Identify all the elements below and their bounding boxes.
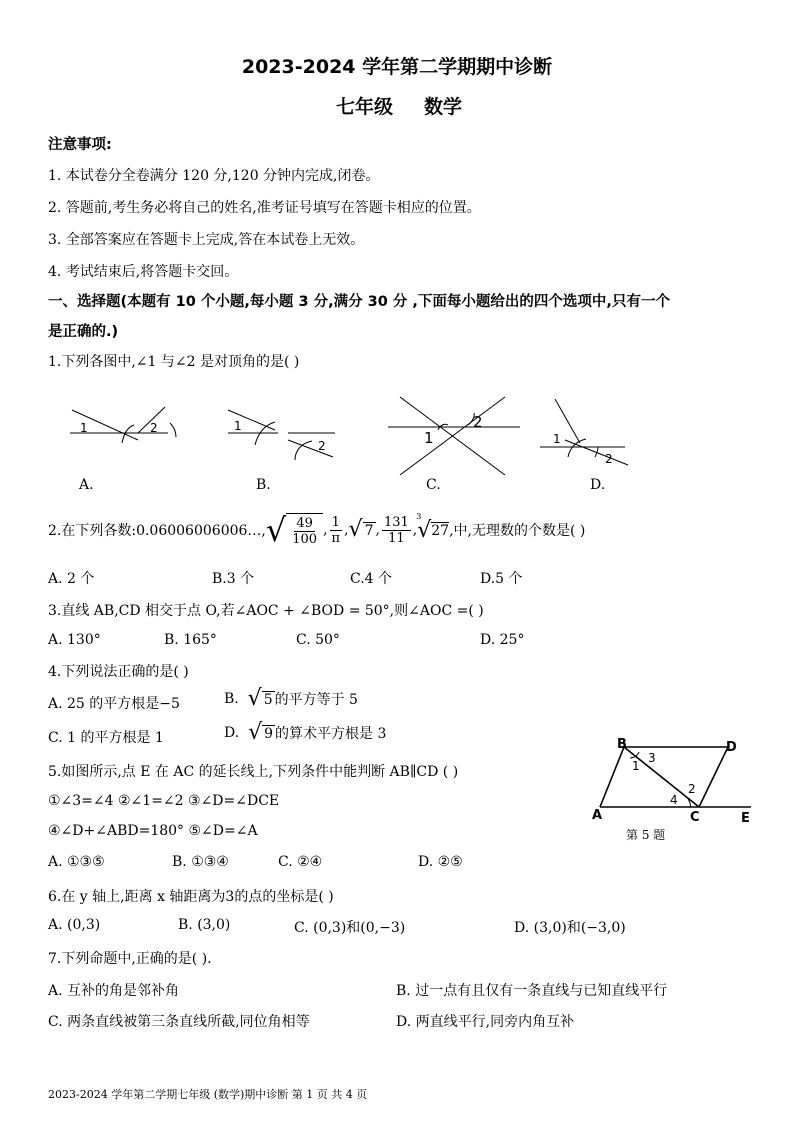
q1-option-b: B. [256, 477, 271, 493]
q1-option-a: A. [79, 477, 94, 493]
q3-option-d: D. 25° [480, 632, 525, 648]
note-item: 4. 考试结束后,将答题卡交回。 [48, 264, 239, 280]
q2-option-a: A. 2 个 [48, 571, 95, 587]
page-title: 2023-2024 学年第二学期期中诊断 [241, 56, 553, 78]
q2-suffix: ,中,无理数的个数是( ) [449, 523, 586, 539]
subject-label: 数学 [424, 96, 463, 118]
q7-option-c: C. 两条直线被第三条直线所截,同位角相等 [48, 1014, 310, 1030]
q5-point-a: A [592, 808, 603, 823]
q3-option-b: B. 165° [164, 632, 217, 648]
q7-option-d: D. 两直线平行,同旁内角互补 [396, 1014, 575, 1030]
q5-option-d: D. ②⑤ [418, 854, 463, 870]
q3-option-c: C. 50° [296, 632, 340, 648]
q2-prefix: 2.在下列各数:0.06006006006…, [48, 523, 266, 539]
grade-label: 七年级 [336, 96, 394, 118]
page-footer: 2023-2024 学年第二学期七年级 (数学)期中诊断 第 1 页 共 4 页 [48, 1088, 368, 1101]
section-heading-cont: 是正确的.) [48, 324, 119, 340]
fig-a-angle-2: 2 [150, 421, 158, 435]
q4-option-b: B. √ 5 的平方等于 5 [224, 686, 358, 711]
note-item: 1. 本试卷分全卷满分 120 分,120 分钟内完成,闭卷。 [48, 168, 380, 184]
question-1-figures [50, 385, 650, 475]
question-3-stem: 3.直线 AB,CD 相交于点 O,若∠AOC + ∠BOD = 50°,则∠AOC =( ) [48, 603, 484, 619]
q5-angle-2: 2 [688, 782, 696, 796]
question-7-stem: 7.下列命题中,正确的是( ). [48, 951, 212, 967]
question-1-stem: 1.下列各图中,∠1 与∠2 是对顶角的是( ) [48, 354, 300, 370]
q5-angle-4: 4 [670, 793, 678, 807]
q6-option-a: A. (0,3) [48, 917, 101, 933]
q3-option-a: A. 130° [48, 632, 101, 648]
q6-option-c: C. (0,3)和(0,−3) [294, 920, 406, 936]
question-5-figure [586, 734, 766, 844]
fig-b-angle-2: 2 [318, 439, 326, 453]
q2-fraction-1-over-pi: $\frac{1}{\pi}$ [331, 514, 341, 546]
fig-a-angle-1: 1 [80, 421, 88, 435]
fig-b-angle-1: 1 [234, 419, 242, 433]
question-4-stem: 4.下列说法正确的是( ) [48, 664, 189, 680]
q5-point-e: E [741, 811, 750, 826]
q1-option-c: C. [426, 477, 441, 493]
q2-option-d: D.5 个 [480, 571, 523, 587]
q2-option-c: C.4 个 [350, 571, 393, 587]
q5-option-a: A. ①③⑤ [48, 854, 105, 870]
note-item: 2. 答题前,考生务必将自己的姓名,准考证号填写在答题卡相应的位置。 [48, 200, 481, 216]
notes-heading: 注意事项: [48, 137, 112, 153]
question-6-stem: 6.在 y 轴上,距离 x 轴距离为3的点的坐标是( ) [48, 889, 334, 905]
note-item: 3. 全部答案应在答题卡上完成,答在本试卷上无效。 [48, 232, 365, 248]
q5-conditions-2: ④∠D+∠ABD=180° ⑤∠D=∠A [48, 823, 258, 839]
q2-sqrt-fraction: √ $\frac{49}{100}$ [266, 513, 323, 547]
q2-option-b: B.3 个 [212, 571, 255, 587]
q7-option-b: B. 过一点有且仅有一条直线与已知直线平行 [396, 983, 668, 999]
q5-option-c: C. ②④ [278, 854, 323, 870]
q5-angle-3: 3 [648, 751, 656, 765]
q6-option-d: D. (3,0)和(−3,0) [514, 920, 626, 936]
q7-option-a: A. 互补的角是邻补角 [48, 983, 180, 999]
q2-sqrt-7: √ 7 [348, 517, 374, 542]
question-2-stem: 2.在下列各数:0.06006006006…, √ $\frac{49}{100}$ , $\frac{1}{\pi}$ , √ 7 , $\frac{131}{11}$ , 3 √ 27 ,中,无理数的个数是( ) [48, 511, 586, 549]
q5-point-c: C [690, 810, 700, 825]
q5-point-b: B [617, 737, 627, 752]
q1-option-d: D. [590, 477, 606, 493]
q5-point-d: D [726, 740, 737, 755]
q6-option-b: B. (3,0) [178, 917, 231, 933]
question-5-stem: 5.如图所示,点 E 在 AC 的延长线上,下列条件中能判断 AB∥CD ( ) [48, 764, 459, 780]
q5-option-b: B. ①③④ [172, 854, 229, 870]
q4-option-d: D. √ 9 的算术平方根是 3 [224, 720, 387, 745]
section-heading: 一、选择题(本题有 10 个小题,每小题 3 分,满分 30 分 ,下面每小题给出的四个选项中,只有一个 [48, 294, 670, 310]
q2-fraction-131-11: $\frac{131}{11}$ [383, 514, 409, 546]
q5-angle-1: 1 [632, 759, 640, 773]
fig-d-angle-1: 1 [553, 432, 561, 446]
q4-option-a: A. 25 的平方根是−5 [48, 696, 180, 712]
fig-c-angle-1: 1 [424, 429, 434, 447]
q4-option-c: C. 1 的平方根是 1 [48, 730, 164, 746]
q5-figure-caption: 第 5 题 [626, 828, 666, 842]
fig-c-angle-2: 2 [473, 413, 483, 431]
q5-conditions-1: ①∠3=∠4 ②∠1=∠2 ③∠D=∠DCE [48, 793, 280, 809]
q2-cube-root-27: 3 √ 27 [416, 511, 450, 543]
fig-d-angle-2: 2 [605, 452, 613, 466]
figure-c [388, 397, 520, 475]
